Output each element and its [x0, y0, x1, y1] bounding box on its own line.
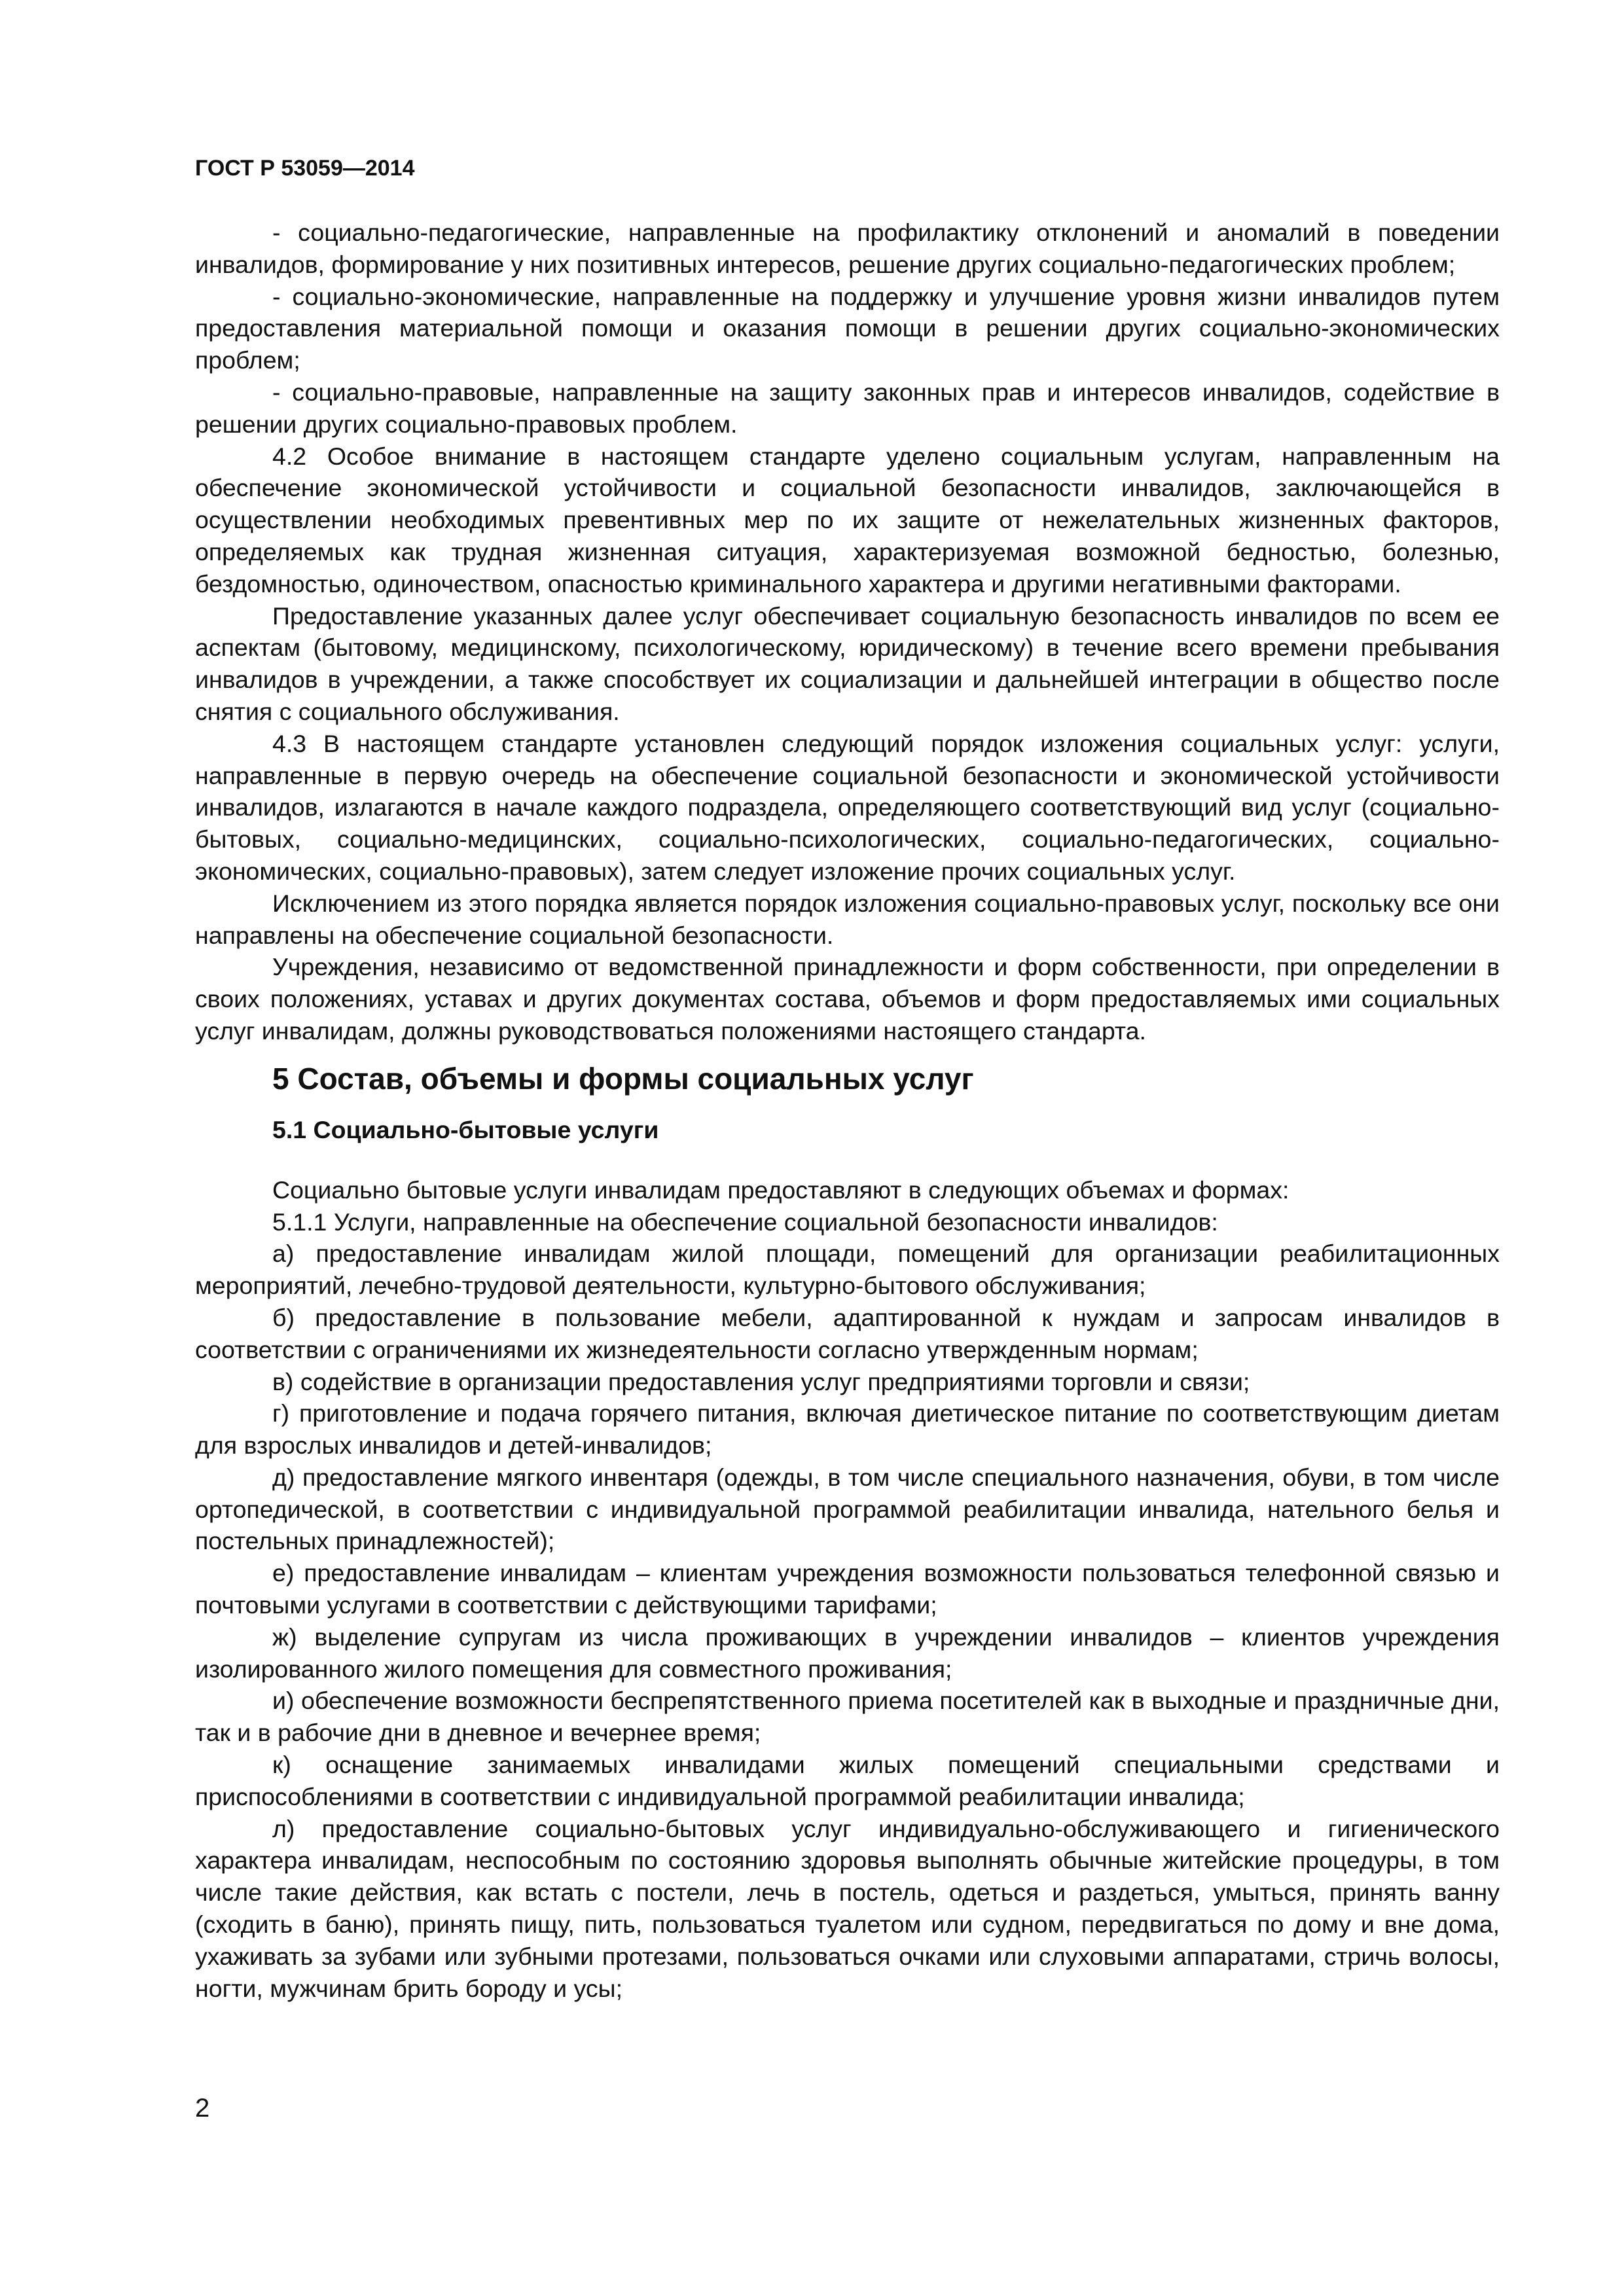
- list-item: л) предоставление социально-бытовых услуг индивидуально-обслуживающего и гигиенического характера инвалидам, неспособным по состоянию здоровья выполнять обычные житейские процедуры, в том числе такие действия, как встать с постели, лечь в постель, одеться и раздеться, умыться, принять ванну (сходить в баню), принять пищу, пить, пользоваться туалетом или судном, передвигаться по дому и вне дома, ухаживать за зубами или зубными протезами, пользоваться очками или слуховыми аппаратами, стричь волосы, ногти, мужчинам брить бороду и усы;: [195, 1814, 1500, 2002]
- list-item: д) предоставление мягкого инвентаря (одежды, в том числе специального назначения, обуви, в том числе ортопедической, в соответствии с индивидуальной программой реабилитации инвалида, нательного белья и постельных принадлежностей);: [195, 1463, 1500, 1555]
- list-item: и) обеспечение возможности беспрепятственного приема посетителей как в выходные и праздничные дни, так и в рабочие дни в дневное и вечернее время;: [195, 1687, 1500, 1747]
- list-item: б) предоставление в пользование мебели, адаптированной к нуждам и запросам инвалидов в соответствии с ограничениями их жизнедеятельности согласно утвержденным нормам;: [195, 1303, 1500, 1363]
- list-item: в) содействие в организации предоставления услуг предприятиями торговли и связи;: [272, 1367, 1250, 1395]
- paragraph: Предоставление указанных далее услуг обеспечивает социальную безопасность инвалидов по всем ее аспектам (бытовому, медицинскому, психологическому, юридическому) в течение всего времени пребывания инвалидов в учреждении, а также способствует их социализации и дальнейшей интеграции в общество после снятия с социального обслуживания.: [195, 601, 1500, 725]
- paragraph: Исключением из этого порядка является порядок изложения социально-правовых услуг, поскольку все они направлены на обеспечение социальной безопасности.: [195, 889, 1500, 949]
- paragraph: Учреждения, независимо от ведомственной принадлежности и форм собственности, при определении в своих положениях, уставах и других документах состава, объемов и форм предоставляемых ими социальных услуг инвалидам, должны руководствоваться положениями настоящего стандарта.: [195, 953, 1500, 1045]
- list-item: г) приготовление и подача горячего питания, включая диетическое питание по соответствующим диетам для взрослых инвалидов и детей-инвалидов;: [195, 1399, 1500, 1460]
- paragraph: - социально-педагогические, направленные на профилактику отклонений и аномалий в поведении инвалидов, формирование у них позитивных интересов, решение других социально-педагогических проблем;: [195, 219, 1500, 278]
- paragraph: - социально-правовые, направленные на защиту законных прав и интересов инвалидов, содействие в решении других социально-правовых проблем.: [195, 378, 1500, 438]
- paragraph: 4.2 Особое внимание в настоящем стандарте уделено социальным услугам, направленным на обеспечение экономической устойчивости и социальной безопасности инвалидов, заключающейся в осуществлении необходимых превентивных мер по их защите от нежелательных жизненных факторов, определяемых как трудная жизненная ситуация, характеризуемая возможной бедностью, болезнью, бездомностью, одиночеством, опасностью криминального характера и другими негативными факторами.: [195, 442, 1500, 598]
- paragraph: Социально бытовые услуги инвалидам предоставляют в следующих объемах и формах:: [272, 1175, 1290, 1204]
- subsection-heading: 5.1 Социально-бытовые услуги: [272, 1115, 659, 1143]
- page-number: 2: [195, 2094, 210, 2123]
- paragraph: - социально-экономические, направленные на поддержку и улучшение уровня жизни инвалидов путем предоставления материальной помощи и оказания помощи в решении других социально-экономических проблем;: [195, 282, 1500, 374]
- paragraph: 4.3 В настоящем стандарте установлен следующий порядок изложения социальных услуг: услуги, направленные в первую очередь на обеспечение социальной безопасности и экономической устойчивости инвалидов, излагаются в начале каждого подраздела, определяющего соответствующий вид услуг (социально-бытовых, социально-медицинских, социально-психологических, социально-педагогических, социально-экономических, социально-правовых), затем следует изложение прочих социальных услуг.: [195, 729, 1500, 885]
- document-body: [195, 217, 1500, 2004]
- list-item: ж) выделение супругам из числа проживающих в учреждении инвалидов – клиентов учреждения изолированного жилого помещения для совместного проживания;: [195, 1623, 1500, 1683]
- list-item: к) оснащение занимаемых инвалидами жилых помещений специальными средствами и приспособлениями в соответствии с индивидуальной программой реабилитации инвалида;: [195, 1751, 1500, 1810]
- paragraph: 5.1.1 Услуги, направленные на обеспечение социальной безопасности инвалидов:: [272, 1208, 1218, 1236]
- list-item: е) предоставление инвалидам – клиентам учреждения возможности пользоваться телефонной связью и почтовыми услугами в соответствии с действующими тарифами;: [195, 1559, 1500, 1619]
- list-item: а) предоставление инвалидам жилой площади, помещений для организации реабилитационных мероприятий, лечебно-трудовой деятельности, культурно-бытового обслуживания;: [195, 1240, 1500, 1300]
- section-heading: 5 Состав, объемы и формы социальных услуг: [272, 1061, 974, 1096]
- document-code: ГОСТ Р 53059—2014: [195, 156, 415, 181]
